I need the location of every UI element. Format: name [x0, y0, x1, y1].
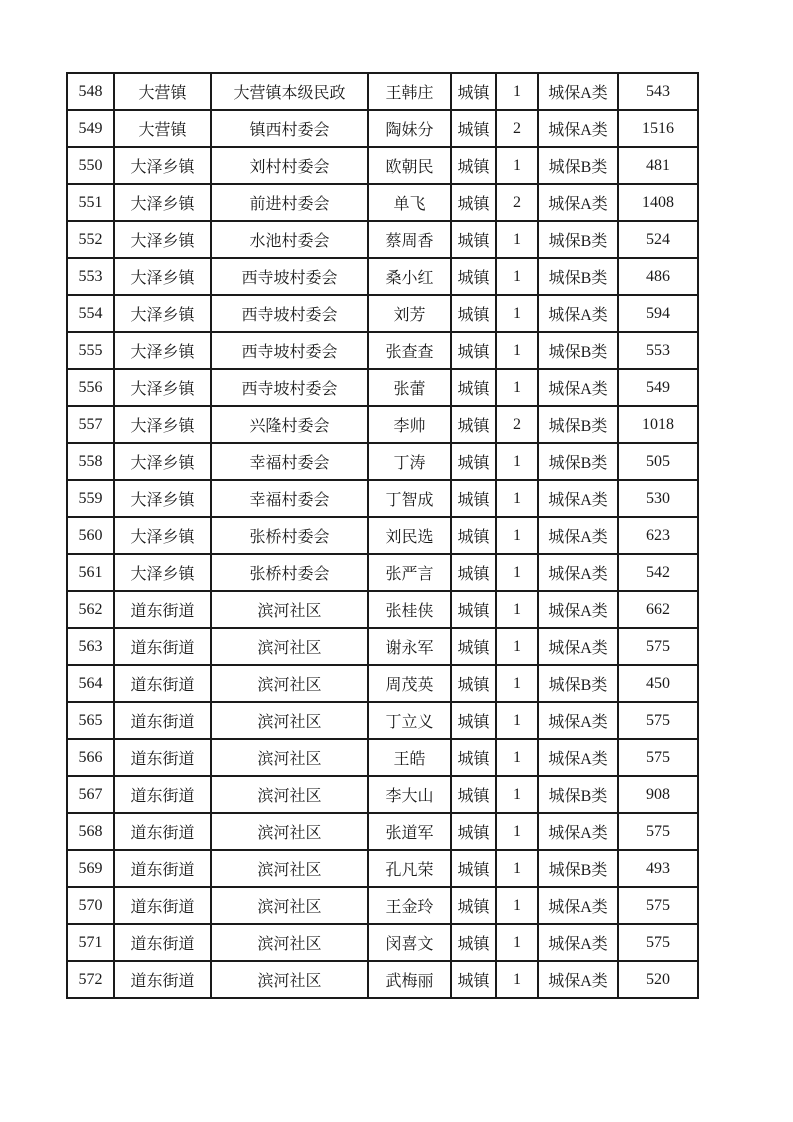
cell-amount: 543 — [618, 73, 698, 110]
cell-person-count: 1 — [496, 295, 538, 332]
cell-benefit-category: 城保A类 — [538, 184, 618, 221]
cell-town-name: 道东街道 — [114, 887, 211, 924]
cell-person-count: 1 — [496, 628, 538, 665]
cell-unit-name: 兴隆村委会 — [211, 406, 368, 443]
cell-unit-name: 滨河社区 — [211, 850, 368, 887]
cell-person-count: 1 — [496, 702, 538, 739]
cell-benefit-category: 城保B类 — [538, 221, 618, 258]
cell-sequence-number: 565 — [67, 702, 114, 739]
cell-town-name: 道东街道 — [114, 702, 211, 739]
cell-town-name: 道东街道 — [114, 961, 211, 998]
cell-residence-type: 城镇 — [451, 554, 496, 591]
cell-benefit-category: 城保A类 — [538, 591, 618, 628]
cell-benefit-category: 城保A类 — [538, 813, 618, 850]
cell-town-name: 大泽乡镇 — [114, 517, 211, 554]
cell-residence-type: 城镇 — [451, 961, 496, 998]
cell-person-count: 1 — [496, 517, 538, 554]
cell-person-count: 2 — [496, 110, 538, 147]
cell-town-name: 道东街道 — [114, 776, 211, 813]
cell-unit-name: 滨河社区 — [211, 776, 368, 813]
cell-residence-type: 城镇 — [451, 924, 496, 961]
table-row — [67, 258, 698, 295]
table-row — [67, 406, 698, 443]
cell-sequence-number: 567 — [67, 776, 114, 813]
cell-person-count: 1 — [496, 369, 538, 406]
cell-sequence-number: 562 — [67, 591, 114, 628]
cell-person-count: 1 — [496, 480, 538, 517]
table-row — [67, 554, 698, 591]
cell-person-count: 1 — [496, 850, 538, 887]
cell-benefit-category: 城保A类 — [538, 628, 618, 665]
cell-unit-name: 滨河社区 — [211, 628, 368, 665]
cell-benefit-category: 城保B类 — [538, 665, 618, 702]
table-row — [67, 517, 698, 554]
table-row — [67, 480, 698, 517]
cell-person-name: 丁涛 — [368, 443, 451, 480]
cell-sequence-number: 557 — [67, 406, 114, 443]
cell-person-name: 刘芳 — [368, 295, 451, 332]
cell-person-count: 1 — [496, 443, 538, 480]
cell-benefit-category: 城保B类 — [538, 443, 618, 480]
cell-benefit-category: 城保B类 — [538, 332, 618, 369]
cell-sequence-number: 566 — [67, 739, 114, 776]
cell-benefit-category: 城保A类 — [538, 295, 618, 332]
cell-residence-type: 城镇 — [451, 628, 496, 665]
cell-town-name: 大泽乡镇 — [114, 221, 211, 258]
benefits-roster-table — [66, 72, 699, 999]
cell-person-name: 单飞 — [368, 184, 451, 221]
cell-unit-name: 镇西村委会 — [211, 110, 368, 147]
cell-sequence-number: 572 — [67, 961, 114, 998]
cell-residence-type: 城镇 — [451, 776, 496, 813]
cell-sequence-number: 551 — [67, 184, 114, 221]
cell-amount: 575 — [618, 739, 698, 776]
cell-amount: 662 — [618, 591, 698, 628]
cell-town-name: 道东街道 — [114, 665, 211, 702]
cell-sequence-number: 555 — [67, 332, 114, 369]
cell-town-name: 大泽乡镇 — [114, 147, 211, 184]
cell-amount: 1018 — [618, 406, 698, 443]
cell-amount: 542 — [618, 554, 698, 591]
cell-residence-type: 城镇 — [451, 147, 496, 184]
cell-benefit-category: 城保B类 — [538, 258, 618, 295]
cell-town-name: 大泽乡镇 — [114, 258, 211, 295]
cell-amount: 481 — [618, 147, 698, 184]
cell-unit-name: 滨河社区 — [211, 887, 368, 924]
cell-person-name: 谢永军 — [368, 628, 451, 665]
cell-sequence-number: 556 — [67, 369, 114, 406]
cell-person-name: 张蕾 — [368, 369, 451, 406]
cell-town-name: 大泽乡镇 — [114, 184, 211, 221]
cell-person-name: 陶妹分 — [368, 110, 451, 147]
cell-person-name: 张严言 — [368, 554, 451, 591]
cell-person-count: 2 — [496, 184, 538, 221]
cell-town-name: 道东街道 — [114, 813, 211, 850]
cell-benefit-category: 城保A类 — [538, 480, 618, 517]
cell-person-name: 张查查 — [368, 332, 451, 369]
cell-benefit-category: 城保B类 — [538, 406, 618, 443]
cell-residence-type: 城镇 — [451, 258, 496, 295]
table-row — [67, 73, 698, 110]
table-row — [67, 295, 698, 332]
cell-residence-type: 城镇 — [451, 369, 496, 406]
cell-benefit-category: 城保B类 — [538, 776, 618, 813]
cell-residence-type: 城镇 — [451, 887, 496, 924]
cell-person-name: 李大山 — [368, 776, 451, 813]
cell-amount: 520 — [618, 961, 698, 998]
cell-town-name: 大营镇 — [114, 73, 211, 110]
table-row — [67, 961, 698, 998]
cell-benefit-category: 城保A类 — [538, 961, 618, 998]
cell-town-name: 大泽乡镇 — [114, 554, 211, 591]
cell-residence-type: 城镇 — [451, 221, 496, 258]
cell-person-name: 蔡周香 — [368, 221, 451, 258]
cell-person-count: 1 — [496, 961, 538, 998]
cell-amount: 908 — [618, 776, 698, 813]
cell-person-name: 丁智成 — [368, 480, 451, 517]
table-row — [67, 850, 698, 887]
cell-benefit-category: 城保A类 — [538, 554, 618, 591]
cell-amount: 1516 — [618, 110, 698, 147]
table-row — [67, 628, 698, 665]
cell-person-count: 1 — [496, 221, 538, 258]
cell-residence-type: 城镇 — [451, 443, 496, 480]
cell-person-name: 闵喜文 — [368, 924, 451, 961]
cell-amount: 575 — [618, 628, 698, 665]
cell-person-name: 桑小红 — [368, 258, 451, 295]
cell-town-name: 大泽乡镇 — [114, 332, 211, 369]
table-row — [67, 887, 698, 924]
table-row — [67, 147, 698, 184]
cell-unit-name: 大营镇本级民政 — [211, 73, 368, 110]
cell-town-name: 大泽乡镇 — [114, 443, 211, 480]
cell-benefit-category: 城保A类 — [538, 369, 618, 406]
cell-person-count: 1 — [496, 665, 538, 702]
cell-amount: 575 — [618, 887, 698, 924]
cell-person-count: 1 — [496, 924, 538, 961]
cell-person-name: 周茂英 — [368, 665, 451, 702]
cell-unit-name: 刘村村委会 — [211, 147, 368, 184]
cell-unit-name: 滨河社区 — [211, 924, 368, 961]
cell-benefit-category: 城保A类 — [538, 887, 618, 924]
cell-person-name: 武梅丽 — [368, 961, 451, 998]
cell-unit-name: 张桥村委会 — [211, 554, 368, 591]
cell-amount: 575 — [618, 702, 698, 739]
cell-amount: 486 — [618, 258, 698, 295]
cell-residence-type: 城镇 — [451, 332, 496, 369]
cell-unit-name: 西寺坡村委会 — [211, 369, 368, 406]
cell-residence-type: 城镇 — [451, 480, 496, 517]
cell-unit-name: 西寺坡村委会 — [211, 295, 368, 332]
cell-sequence-number: 570 — [67, 887, 114, 924]
cell-sequence-number: 550 — [67, 147, 114, 184]
cell-unit-name: 张桥村委会 — [211, 517, 368, 554]
cell-benefit-category: 城保A类 — [538, 110, 618, 147]
table-row — [67, 110, 698, 147]
cell-benefit-category: 城保A类 — [538, 924, 618, 961]
cell-residence-type: 城镇 — [451, 813, 496, 850]
cell-residence-type: 城镇 — [451, 591, 496, 628]
cell-unit-name: 西寺坡村委会 — [211, 258, 368, 295]
table-row — [67, 739, 698, 776]
cell-person-count: 1 — [496, 591, 538, 628]
cell-amount: 575 — [618, 813, 698, 850]
cell-unit-name: 滨河社区 — [211, 665, 368, 702]
cell-residence-type: 城镇 — [451, 295, 496, 332]
table-row — [67, 776, 698, 813]
cell-unit-name: 滨河社区 — [211, 739, 368, 776]
table-row — [67, 665, 698, 702]
cell-sequence-number: 548 — [67, 73, 114, 110]
cell-sequence-number: 569 — [67, 850, 114, 887]
cell-person-name: 李帅 — [368, 406, 451, 443]
cell-sequence-number: 563 — [67, 628, 114, 665]
cell-person-name: 王皓 — [368, 739, 451, 776]
cell-town-name: 道东街道 — [114, 591, 211, 628]
cell-person-count: 1 — [496, 147, 538, 184]
cell-sequence-number: 561 — [67, 554, 114, 591]
cell-residence-type: 城镇 — [451, 406, 496, 443]
cell-benefit-category: 城保B类 — [538, 850, 618, 887]
cell-benefit-category: 城保A类 — [538, 517, 618, 554]
cell-unit-name: 滨河社区 — [211, 591, 368, 628]
table-row — [67, 184, 698, 221]
cell-town-name: 道东街道 — [114, 850, 211, 887]
cell-person-name: 丁立义 — [368, 702, 451, 739]
cell-amount: 623 — [618, 517, 698, 554]
cell-town-name: 大泽乡镇 — [114, 369, 211, 406]
cell-person-count: 1 — [496, 554, 538, 591]
cell-town-name: 道东街道 — [114, 739, 211, 776]
cell-town-name: 大营镇 — [114, 110, 211, 147]
table-row — [67, 702, 698, 739]
cell-person-count: 2 — [496, 406, 538, 443]
cell-unit-name: 滨河社区 — [211, 813, 368, 850]
cell-residence-type: 城镇 — [451, 665, 496, 702]
cell-town-name: 大泽乡镇 — [114, 295, 211, 332]
cell-residence-type: 城镇 — [451, 517, 496, 554]
cell-unit-name: 水池村委会 — [211, 221, 368, 258]
cell-person-name: 张道军 — [368, 813, 451, 850]
cell-person-count: 1 — [496, 73, 538, 110]
cell-unit-name: 幸福村委会 — [211, 480, 368, 517]
cell-amount: 450 — [618, 665, 698, 702]
cell-sequence-number: 571 — [67, 924, 114, 961]
cell-sequence-number: 560 — [67, 517, 114, 554]
cell-benefit-category: 城保A类 — [538, 739, 618, 776]
cell-amount: 553 — [618, 332, 698, 369]
cell-residence-type: 城镇 — [451, 739, 496, 776]
cell-amount: 1408 — [618, 184, 698, 221]
cell-residence-type: 城镇 — [451, 702, 496, 739]
cell-unit-name: 前进村委会 — [211, 184, 368, 221]
table-row — [67, 443, 698, 480]
cell-benefit-category: 城保A类 — [538, 702, 618, 739]
cell-benefit-category: 城保A类 — [538, 73, 618, 110]
cell-person-count: 1 — [496, 258, 538, 295]
cell-sequence-number: 559 — [67, 480, 114, 517]
cell-person-name: 刘民选 — [368, 517, 451, 554]
cell-sequence-number: 549 — [67, 110, 114, 147]
cell-sequence-number: 553 — [67, 258, 114, 295]
cell-unit-name: 西寺坡村委会 — [211, 332, 368, 369]
cell-person-name: 王金玲 — [368, 887, 451, 924]
table-row — [67, 813, 698, 850]
cell-unit-name: 幸福村委会 — [211, 443, 368, 480]
cell-residence-type: 城镇 — [451, 850, 496, 887]
table-row — [67, 369, 698, 406]
table-row — [67, 221, 698, 258]
cell-amount: 594 — [618, 295, 698, 332]
cell-town-name: 大泽乡镇 — [114, 480, 211, 517]
cell-person-name: 孔凡荣 — [368, 850, 451, 887]
cell-town-name: 大泽乡镇 — [114, 406, 211, 443]
cell-sequence-number: 558 — [67, 443, 114, 480]
cell-sequence-number: 564 — [67, 665, 114, 702]
cell-unit-name: 滨河社区 — [211, 961, 368, 998]
cell-person-count: 1 — [496, 739, 538, 776]
cell-residence-type: 城镇 — [451, 184, 496, 221]
cell-amount: 575 — [618, 924, 698, 961]
table-row — [67, 332, 698, 369]
cell-sequence-number: 568 — [67, 813, 114, 850]
cell-person-count: 1 — [496, 776, 538, 813]
cell-unit-name: 滨河社区 — [211, 702, 368, 739]
table-row — [67, 591, 698, 628]
cell-amount: 530 — [618, 480, 698, 517]
cell-person-name: 张桂侠 — [368, 591, 451, 628]
cell-person-count: 1 — [496, 887, 538, 924]
cell-sequence-number: 554 — [67, 295, 114, 332]
cell-residence-type: 城镇 — [451, 110, 496, 147]
cell-amount: 505 — [618, 443, 698, 480]
cell-person-name: 王韩庄 — [368, 73, 451, 110]
cell-amount: 549 — [618, 369, 698, 406]
cell-town-name: 道东街道 — [114, 924, 211, 961]
cell-amount: 493 — [618, 850, 698, 887]
cell-person-count: 1 — [496, 332, 538, 369]
table-body — [67, 73, 698, 998]
cell-sequence-number: 552 — [67, 221, 114, 258]
cell-person-name: 欧朝民 — [368, 147, 451, 184]
cell-amount: 524 — [618, 221, 698, 258]
cell-town-name: 道东街道 — [114, 628, 211, 665]
cell-benefit-category: 城保B类 — [538, 147, 618, 184]
cell-person-count: 1 — [496, 813, 538, 850]
cell-residence-type: 城镇 — [451, 73, 496, 110]
table-row — [67, 924, 698, 961]
